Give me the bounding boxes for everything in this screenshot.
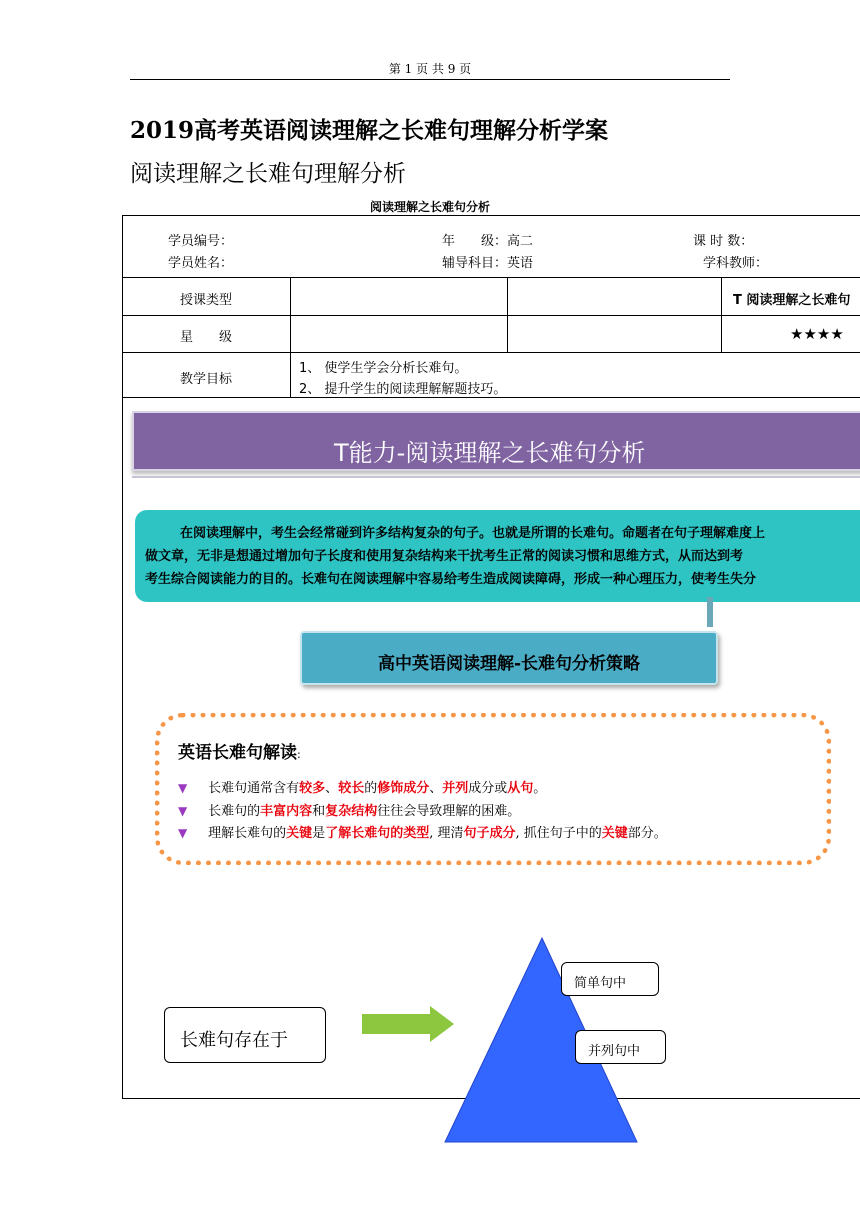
text-run: 并列 (442, 781, 469, 796)
explain-heading (178, 738, 301, 763)
grade-value: 高二 (507, 234, 534, 249)
grade-field (442, 230, 533, 249)
compound-sentence-label: 并列句中 (588, 1044, 641, 1059)
lesson-type-value: T 阅读理解之长难句 (733, 293, 851, 308)
bullet-marker-icon: ▼ (178, 781, 188, 795)
intro-panel (135, 510, 860, 602)
student-name-label: 学员姓名： (168, 256, 234, 271)
explain-heading-colon: : (297, 748, 301, 761)
row-divider (122, 397, 860, 398)
text-run: 复杂结构 (325, 804, 378, 819)
intro-line-1: 在阅读理解中，考生会经常碰到许多结构复杂的句子。也就是所谓的长难句。命题者在句子理解难度上 (180, 526, 766, 541)
ability-banner (132, 411, 860, 471)
text-run: 理解长难句的 (208, 826, 287, 841)
bullet-marker-icon: ▼ (178, 826, 188, 840)
ability-banner-title: T能力-阅读理解之长难句分析 (334, 439, 646, 467)
text-run: 关键 (601, 826, 628, 841)
row-divider (122, 315, 860, 316)
subject-label: 辅导科目： (442, 256, 508, 271)
strategy-banner (300, 631, 718, 685)
explain-heading-text: 英语长难句解读 (178, 743, 297, 763)
goal-label: 教学目标 (179, 372, 232, 387)
bullet-marker-icon: ▼ (178, 804, 188, 818)
col-divider (721, 277, 722, 352)
text-run: 长难句的 (208, 804, 261, 819)
text-run: 、 (325, 781, 339, 796)
text-run: 是 (312, 826, 326, 841)
goal-item-1: 1、 使学生学会分析长难句。 (299, 361, 468, 376)
text-run: 关键 (286, 826, 313, 841)
text-run: 和 (312, 804, 326, 819)
bullet-line-3 (178, 822, 667, 841)
level-stars: ★★★★ (790, 325, 844, 343)
grade-label: 年 级： (442, 234, 508, 249)
text-run: 较长 (338, 781, 365, 796)
text-run: 的 (364, 781, 378, 796)
row-divider (122, 352, 860, 353)
intro-line-3: 考生综合阅读能力的目的。长难句在阅读理解中容易给考生造成阅读障碍，形成一种心理压力，使考生失分 (145, 572, 757, 587)
text-run: 较多 (299, 781, 326, 796)
text-run: 句子成分 (463, 826, 516, 841)
hours-label: 课 时 数： (693, 234, 754, 249)
subject-field (442, 252, 533, 271)
table-caption: 阅读理解之长难句分析 (369, 200, 490, 214)
page-number-header: 第 1 页 共 9 页 (388, 62, 472, 76)
text-run: 长难句通常含有 (208, 781, 300, 796)
intro-line-2: 做文章，无非是想通过增加句子长度和使用复杂结构来干扰考生正常的阅读习惯和思维方式，从而达到考 (145, 549, 744, 564)
text-run: 丰富内容 (260, 804, 313, 819)
text-run: 往往会导致理解的困难。 (377, 804, 521, 819)
bullet-line-2 (178, 800, 520, 819)
simple-sentence-label: 简单句中 (574, 976, 627, 991)
long-sentence-box (164, 1007, 326, 1063)
banner-underline (132, 476, 860, 478)
text-run: 从句 (507, 781, 534, 796)
document-subtitle: 阅读理解之长难句理解分析 (130, 161, 406, 187)
teacher-label: 学科教师： (703, 256, 769, 271)
text-run: 部分。 (627, 826, 667, 841)
header-rule (130, 79, 730, 80)
goal-item-2: 2、 提升学生的阅读理解解题技巧。 (299, 382, 507, 397)
long-sentence-label: 长难句存在于 (180, 1030, 288, 1051)
text-run: 修饰成分 (377, 781, 430, 796)
text-run: 、 (429, 781, 443, 796)
col-divider (507, 277, 508, 352)
col-divider (290, 277, 291, 397)
lesson-type-label: 授课类型 (179, 293, 232, 308)
subject-value: 英语 (507, 256, 534, 271)
text-run: 。 (533, 781, 547, 796)
text-run: 成分或 (468, 781, 508, 796)
row-divider (122, 277, 860, 278)
text-run: , 抓住句子中的 (515, 826, 602, 841)
text-run: , 理清 (429, 826, 464, 841)
connector-bar (707, 597, 713, 627)
compound-sentence-box (575, 1030, 666, 1064)
strategy-banner-title: 高中英语阅读理解-长难句分析策略 (377, 654, 641, 674)
document-title: 2019高考英语阅读理解之长难句理解分析学案 (130, 117, 609, 144)
simple-sentence-box (561, 962, 659, 996)
text-run: 了解长难句的类型 (325, 826, 430, 841)
student-id-label: 学员编号： (168, 234, 234, 249)
bullet-line-1 (178, 777, 546, 796)
level-label: 星 级 (179, 330, 232, 345)
